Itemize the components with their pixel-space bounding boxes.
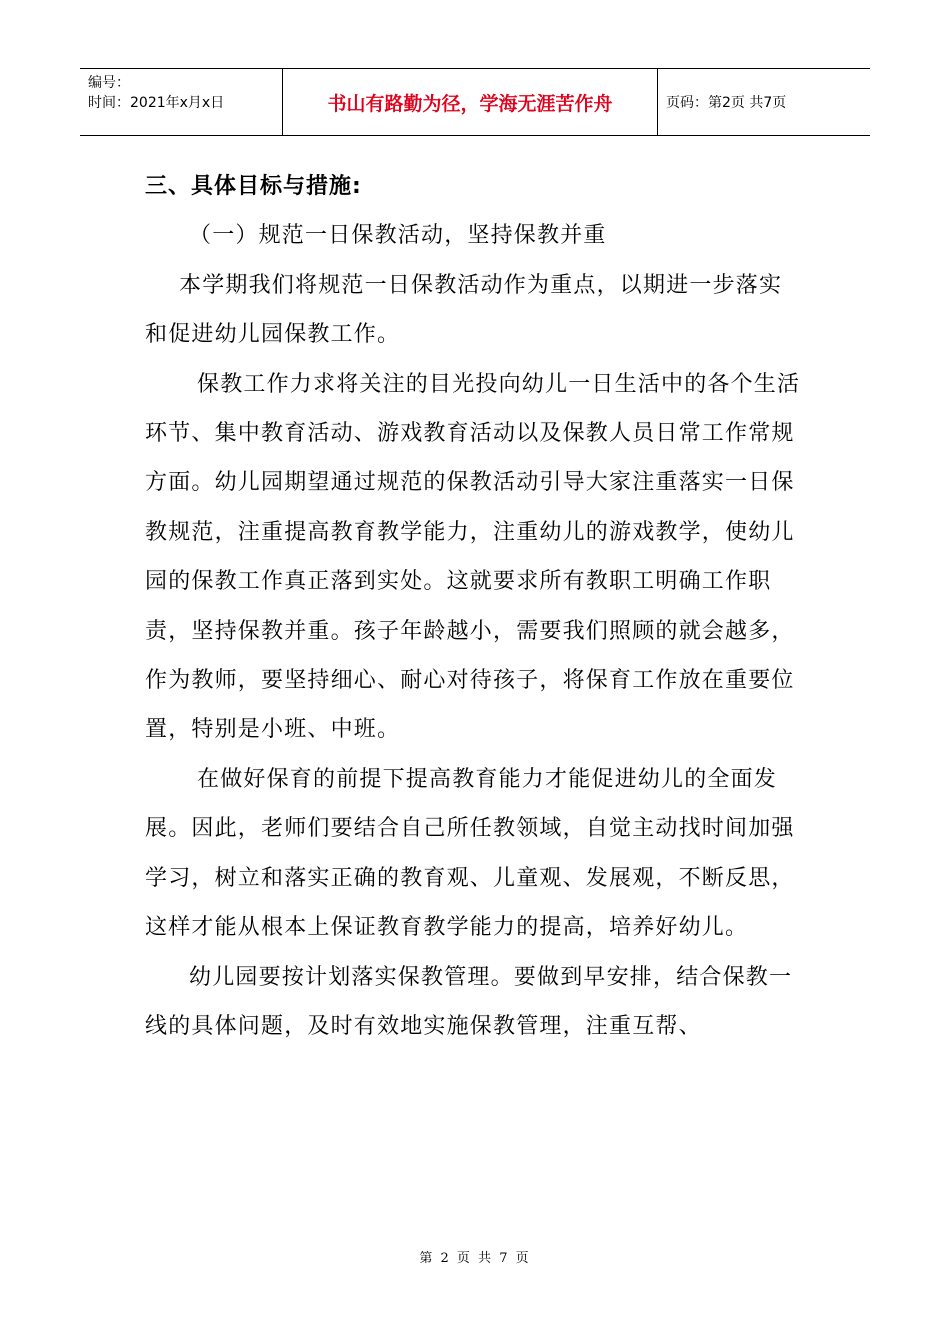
header-meta [80, 69, 282, 135]
page-footer [0, 1247, 950, 1266]
document-time-label: 时间：2021年x月x日 [88, 95, 225, 111]
paragraph-2: 保教工作力求将关注的目光投向幼儿一日生活中的各个生活环节、集中教育活动、游戏教育活动以及保教人员日常工作常规方面。幼儿园期望通过规范的保教活动引导大家注重落实一日保教规范，注重提高教育教学能力，注重幼儿的游戏教学，使幼儿园的保教工作真正落到实处。这就要求所有教职工明确工作职责，坚持保教并重。孩子年龄越小，需要我们照顾的就会越多，作为教师，要坚持细心、耐心对待孩子，将保育工作放在重要位置，特别是小班、中班。 [145, 371, 801, 743]
sub-title: （一）规范一日保教活动，坚持保教并重 [189, 223, 607, 249]
header-page-label: 页码：第2页 共7页 [666, 95, 787, 111]
section-title: 三、具体目标与措施: [145, 174, 362, 199]
header-page-cell [658, 69, 870, 135]
footer-page-number: 第 2 页 共 7 页 [419, 1251, 531, 1266]
page-header [80, 68, 870, 136]
header-motto: 书山有路勤为径，学海无涯苦作舟 [327, 92, 613, 115]
document-number-label: 编号： [88, 75, 130, 91]
paragraph-1: 本学期我们将规范一日保教活动作为重点，以期进一步落实和促进幼儿园保教工作。 [145, 272, 783, 348]
document-body [145, 162, 805, 1051]
header-motto-cell [282, 69, 658, 135]
paragraph-3: 在做好保育的前提下提高教育能力才能促进幼儿的全面发展。因此，老师们要结合自己所任教领域，自觉主动找时间加强学习，树立和落实正确的教育观、儿童观、发展观，不断反思，这样才能从根本上保证教育教学能力的提高，培养好幼儿。 [145, 766, 795, 941]
paragraph-4: 幼儿园要按计划落实保教管理。要做到早安排，结合保教一线的具体问题，及时有效地实施保教管理，注重互帮、 [145, 964, 793, 1039]
